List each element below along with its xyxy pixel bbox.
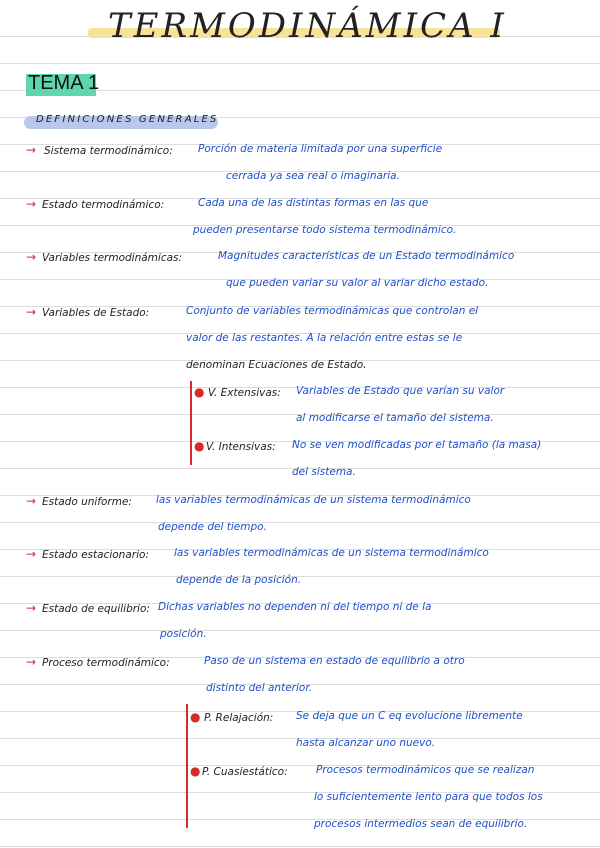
sub-definition: Se deja que un C eq evolucione libremente xyxy=(296,710,523,722)
sub-term: P. Cuasiestático: xyxy=(202,766,288,778)
arrow-icon: → xyxy=(26,547,37,561)
arrow-icon: → xyxy=(26,197,37,211)
entry-definition: pueden presentarse todo sistema termodinámico. xyxy=(193,224,457,236)
sub-term: V. Intensivas: xyxy=(206,441,276,453)
entry-term: Estado termodinámico: xyxy=(42,199,165,211)
entry-term: Variables termodinámicas: xyxy=(42,252,183,264)
entry-definition: cerrada ya sea real o imaginaria. xyxy=(226,170,400,182)
entry-definition: las variables termodinámicas de un sistema termodinámico xyxy=(156,494,471,506)
entry-definition: denominan Ecuaciones de Estado. xyxy=(186,359,367,371)
sub-definition: Variables de Estado que varían su valor xyxy=(296,385,505,397)
arrow-icon: → xyxy=(26,305,37,319)
sub-definition: lo suficientemente lento para que todos los xyxy=(314,791,543,803)
entry-definition: Conjunto de variables termodinámicas que controlan el xyxy=(186,305,479,317)
entry-definition: Magnitudes características de un Estado termodinámico xyxy=(218,250,515,262)
section-heading: DEFINICIONES GENERALES xyxy=(36,114,219,125)
arrow-icon: → xyxy=(26,143,37,157)
entry-term: Variables de Estado: xyxy=(42,307,150,319)
entry-term: Estado de equilibrio: xyxy=(42,603,150,615)
arrow-icon: → xyxy=(26,655,37,669)
entry-definition: distinto del anterior. xyxy=(206,682,313,694)
sub-term: V. Extensivas: xyxy=(208,387,281,399)
sub-definition: No se ven modificadas por el tamaño (la masa) xyxy=(292,439,542,451)
entry-definition: Dichas variables no dependen ni del tiempo ni de la xyxy=(158,601,432,613)
bullet-icon: ● xyxy=(194,439,205,453)
entry-definition: valor de las restantes. A la relación entre estas se le xyxy=(186,332,463,344)
entry-term: Estado uniforme: xyxy=(42,496,132,508)
entry-definition: Porción de materia limitada por una superficie xyxy=(198,143,443,155)
bullet-icon: ● xyxy=(190,710,201,724)
bullet-icon: ● xyxy=(190,764,201,778)
entry-definition: que pueden variar su valor al variar dicho estado. xyxy=(226,277,489,289)
sub-term: P. Relajación: xyxy=(204,712,274,724)
sub-definition: hasta alcanzar uno nuevo. xyxy=(296,737,436,749)
entry-definition: Paso de un sistema en estado de equilibrio a otro xyxy=(204,655,465,667)
arrow-icon: → xyxy=(26,494,37,508)
entry-definition: posición. xyxy=(160,628,207,640)
entry-definition: depende del tiempo. xyxy=(158,521,267,533)
tema-heading: TEMA 1 xyxy=(28,72,100,94)
sub-definition: del sistema. xyxy=(292,466,356,478)
arrow-icon: → xyxy=(26,250,37,264)
entry-definition: las variables termodinámicas de un sistema termodinámico xyxy=(174,547,489,559)
sub-bracket-line xyxy=(190,381,192,465)
page-title: TERMODINÁMICA I xyxy=(108,6,507,46)
bullet-icon: ● xyxy=(194,385,205,399)
entry-definition: Cada una de las distintas formas en las que xyxy=(198,197,429,209)
entry-definition: depende de la posición. xyxy=(176,574,302,586)
entry-term: Sistema termodinámico: xyxy=(44,145,173,157)
sub-definition: al modificarse el tamaño del sistema. xyxy=(296,412,494,424)
sub-bracket-line xyxy=(186,704,188,828)
arrow-icon: → xyxy=(26,601,37,615)
sub-definition: Procesos termodinámicos que se realizan xyxy=(316,764,535,776)
entry-term: Proceso termodinámico: xyxy=(42,657,170,669)
sub-definition: procesos intermedios sean de equilibrio. xyxy=(314,818,528,830)
entry-term: Estado estacionario: xyxy=(42,549,149,561)
